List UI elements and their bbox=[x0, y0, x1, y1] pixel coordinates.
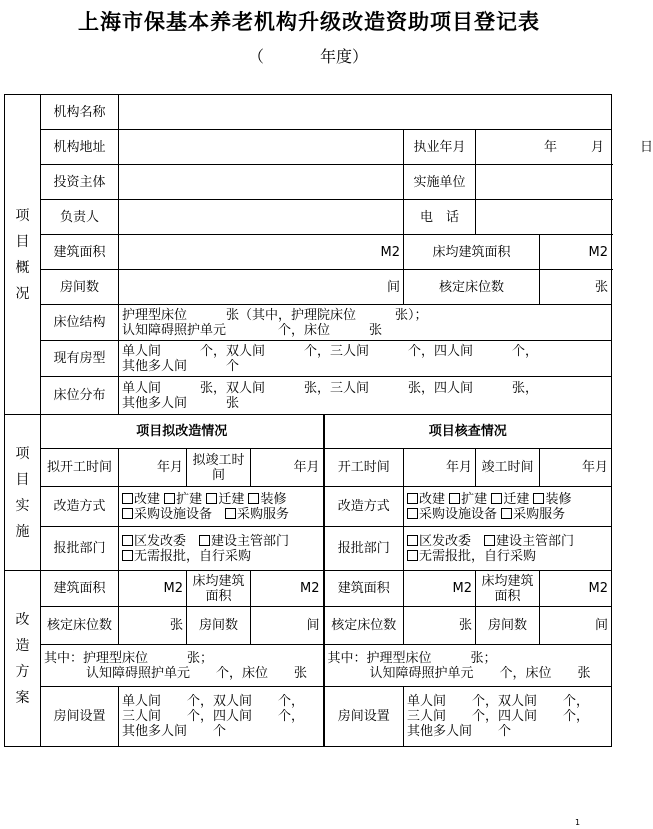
label-finish-actual: 竣工时间 bbox=[476, 449, 540, 487]
checkbox[interactable] bbox=[206, 493, 217, 504]
field-plan-approved[interactable]: 张 bbox=[119, 607, 187, 645]
field-impl-unit[interactable] bbox=[476, 165, 612, 200]
checkbox[interactable] bbox=[407, 493, 418, 504]
label-bed-struct: 床位结构 bbox=[41, 305, 119, 341]
checkbox[interactable] bbox=[122, 535, 133, 546]
checkbox[interactable] bbox=[122, 493, 133, 504]
label-rooms: 房间数 bbox=[41, 270, 119, 305]
checkbox[interactable] bbox=[491, 493, 502, 504]
label-plan-area: 建筑面积 bbox=[41, 571, 119, 607]
field-plan-bed-avg[interactable]: M2 bbox=[251, 571, 324, 607]
field-approved-beds[interactable]: 张 bbox=[540, 270, 612, 305]
checkbox[interactable] bbox=[248, 493, 259, 504]
checkbox[interactable] bbox=[407, 508, 418, 519]
label-impl-unit: 实施单位 bbox=[404, 165, 476, 200]
field-check-approved[interactable]: 张 bbox=[404, 607, 476, 645]
checkbox[interactable] bbox=[122, 508, 133, 519]
field-check-detail[interactable]: 其中：护理型床位 张； 认知障碍照护单元 个，床位 张 bbox=[324, 645, 612, 687]
field-investor[interactable] bbox=[119, 165, 404, 200]
field-address[interactable] bbox=[119, 130, 404, 165]
label-check-room-setup: 房间设置 bbox=[324, 687, 404, 747]
field-license-date[interactable]: 年 月 日 bbox=[476, 130, 612, 165]
field-finish[interactable]: 年月 bbox=[251, 449, 324, 487]
label-approved-beds: 核定床位数 bbox=[404, 270, 540, 305]
checkbox[interactable] bbox=[407, 550, 418, 561]
field-start[interactable]: 年月 bbox=[119, 449, 187, 487]
section-label-plan: 改造方案 bbox=[5, 571, 41, 747]
form-title: 上海市保基本养老机构升级改造资助项目登记表 bbox=[78, 9, 540, 34]
label-plan-room-setup: 房间设置 bbox=[41, 687, 119, 747]
year-label: 年度） bbox=[320, 47, 369, 66]
label-dept-check: 报批部门 bbox=[324, 527, 404, 571]
field-area[interactable]: M2 bbox=[119, 235, 404, 270]
field-dept-check[interactable]: 区发改委 建设主管部门 无需报批，自行采购 bbox=[404, 527, 612, 571]
label-room-type: 现有房型 bbox=[41, 341, 119, 377]
field-plan-rooms[interactable]: 间 bbox=[251, 607, 324, 645]
heading-plan: 项目拟改造情况 bbox=[41, 415, 324, 449]
heading-check: 项目核查情况 bbox=[324, 415, 612, 449]
field-phone[interactable] bbox=[476, 200, 612, 235]
page-number: 1 bbox=[575, 818, 581, 827]
field-bed-avg[interactable]: M2 bbox=[540, 235, 612, 270]
label-start-actual: 开工时间 bbox=[324, 449, 404, 487]
label-check-approved: 核定床位数 bbox=[324, 607, 404, 645]
label-mode-check: 改造方式 bbox=[324, 487, 404, 527]
label-check-bed-avg: 床均建筑面积 bbox=[476, 571, 540, 607]
label-mode: 改造方式 bbox=[41, 487, 119, 527]
label-check-rooms: 房间数 bbox=[476, 607, 540, 645]
field-mode-plan[interactable]: 改建 扩建 迁建 装修 采购设施设备 采购服务 bbox=[119, 487, 324, 527]
field-name[interactable] bbox=[119, 95, 612, 130]
field-rooms[interactable]: 间 bbox=[119, 270, 404, 305]
field-check-room-setup[interactable]: 单人间 个，双人间 个， 三人间 个，四人间 个， 其他多人间 个 bbox=[404, 687, 612, 747]
field-plan-area[interactable]: M2 bbox=[119, 571, 187, 607]
field-leader[interactable] bbox=[119, 200, 404, 235]
section-label-impl: 项目实施 bbox=[5, 415, 41, 571]
label-address: 机构地址 bbox=[41, 130, 119, 165]
checkbox[interactable] bbox=[407, 535, 418, 546]
label-start: 拟开工时间 bbox=[41, 449, 119, 487]
label-check-area: 建筑面积 bbox=[324, 571, 404, 607]
checkbox[interactable] bbox=[533, 493, 544, 504]
field-check-area[interactable]: M2 bbox=[404, 571, 476, 607]
label-finish: 拟竣工时间 bbox=[187, 449, 251, 487]
field-dept-plan[interactable]: 区发改委 建设主管部门 无需报批，自行采购 bbox=[119, 527, 324, 571]
field-plan-detail[interactable]: 其中：护理型床位 张； 认知障碍照护单元 个，床位 张 bbox=[41, 645, 324, 687]
label-plan-approved: 核定床位数 bbox=[41, 607, 119, 645]
label-plan-rooms: 房间数 bbox=[187, 607, 251, 645]
checkbox[interactable] bbox=[164, 493, 175, 504]
field-room-type[interactable]: 单人间 个，双人间 个，三人间 个，四人间 个， 其他多人间 个 bbox=[119, 341, 612, 377]
year-open-paren: （ bbox=[248, 47, 265, 66]
checkbox[interactable] bbox=[225, 508, 236, 519]
section-label-overview: 项目概况 bbox=[5, 95, 41, 415]
label-area: 建筑面积 bbox=[41, 235, 119, 270]
checkbox[interactable] bbox=[122, 550, 133, 561]
field-check-rooms[interactable]: 间 bbox=[540, 607, 612, 645]
label-leader: 负责人 bbox=[41, 200, 119, 235]
label-bed-avg: 床均建筑面积 bbox=[404, 235, 540, 270]
label-name: 机构名称 bbox=[41, 95, 119, 130]
field-plan-room-setup[interactable]: 单人间 个，双人间 个， 三人间 个，四人间 个， 其他多人间 个 bbox=[119, 687, 324, 747]
registration-form-table bbox=[4, 94, 653, 747]
field-bed-struct[interactable]: 护理型床位 张（其中，护理院床位 张）； 认知障碍照护单元 个，床位 张 bbox=[119, 305, 612, 341]
field-mode-check[interactable]: 改建 扩建 迁建 装修 采购设施设备 采购服务 bbox=[404, 487, 612, 527]
field-check-bed-avg[interactable]: M2 bbox=[540, 571, 612, 607]
label-bed-dist: 床位分布 bbox=[41, 377, 119, 415]
label-phone: 电 话 bbox=[404, 200, 476, 235]
field-bed-dist[interactable]: 单人间 张，双人间 张，三人间 张，四人间 张， 其他多人间 张 bbox=[119, 377, 612, 415]
checkbox[interactable] bbox=[501, 508, 512, 519]
checkbox[interactable] bbox=[449, 493, 460, 504]
field-start-actual[interactable]: 年月 bbox=[404, 449, 476, 487]
label-dept: 报批部门 bbox=[41, 527, 119, 571]
checkbox[interactable] bbox=[199, 535, 210, 546]
label-plan-bed-avg: 床均建筑面积 bbox=[187, 571, 251, 607]
checkbox[interactable] bbox=[484, 535, 495, 546]
label-investor: 投资主体 bbox=[41, 165, 119, 200]
field-finish-actual[interactable]: 年月 bbox=[540, 449, 612, 487]
label-license-year: 执业年月 bbox=[404, 130, 476, 165]
